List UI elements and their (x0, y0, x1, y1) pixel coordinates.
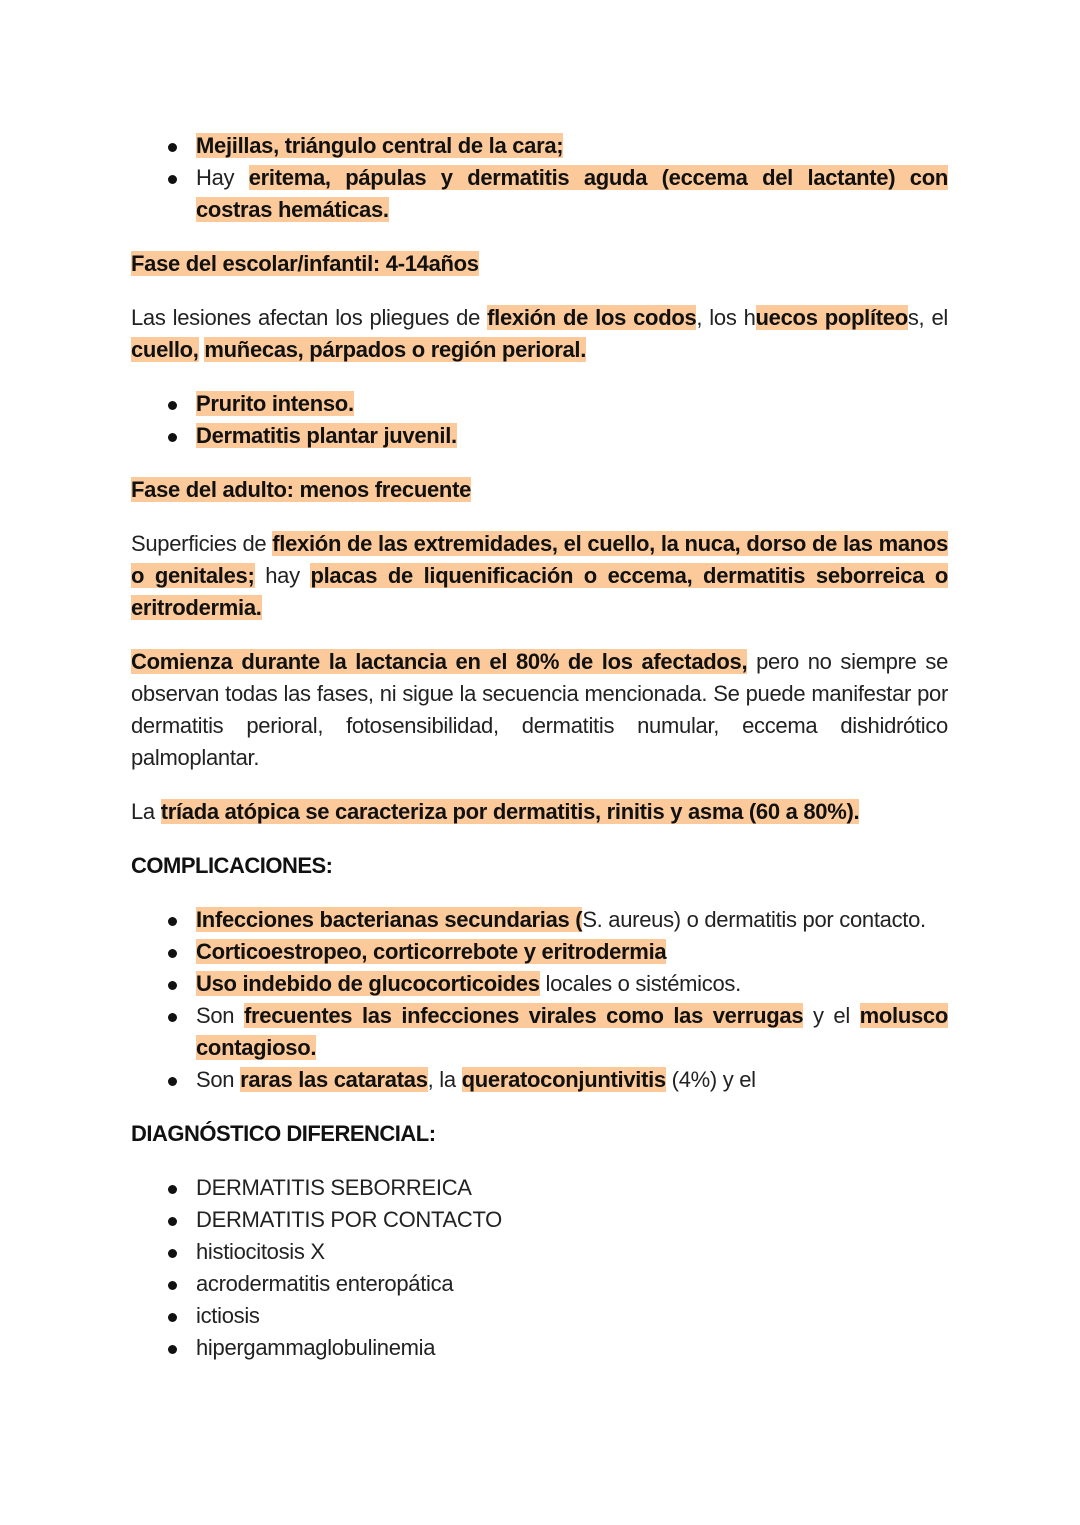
plain-text: hay (254, 563, 311, 588)
highlighted-text: Infecciones bacterianas secundarias ( (196, 907, 583, 932)
school-phase-list (131, 388, 948, 452)
list-item (131, 162, 948, 226)
heading-text: Fase del escolar/infantil: 4-14años (131, 251, 479, 276)
highlighted-text: placas de liquenificación o eccema, dermatitis seborreica o eritrodermia. (131, 563, 948, 620)
plain-text: s, el (907, 305, 948, 330)
plain-text: , los h (696, 305, 756, 330)
adult-phase-paragraph (131, 528, 948, 624)
list-item (131, 936, 948, 968)
highlighted-text: Dermatitis plantar juvenil. (196, 423, 457, 448)
list-item (131, 1000, 948, 1064)
section-heading-school-phase (131, 248, 948, 280)
list-item (131, 1064, 948, 1096)
plain-text: La (131, 799, 161, 824)
highlighted-text: flexión de los codos (487, 305, 697, 330)
list-item (131, 1300, 948, 1332)
plain-text: y el (803, 1003, 860, 1028)
highlighted-text: Corticoestropeo, corticorrebote y eritrodermia (196, 939, 667, 964)
plain-text: hipergammaglobulinemia (196, 1335, 436, 1360)
plain-text: Son (196, 1067, 241, 1092)
plain-text: acrodermatitis enteropática (196, 1271, 454, 1296)
plain-text: , la (427, 1067, 462, 1092)
complications-list (131, 904, 948, 1096)
list-item (131, 968, 948, 1000)
document-page (131, 130, 948, 1364)
plain-text: S. aureus) o dermatitis por contacto. (582, 907, 926, 932)
plain-text: Son (196, 1003, 244, 1028)
differential-diagnosis-list (131, 1172, 948, 1364)
list-item (131, 1204, 948, 1236)
highlighted-text: uecos poplíteo (755, 305, 908, 330)
highlighted-text: tríada atópica se caracteriza por dermatitis, rinitis y asma (60 a 80%). (160, 799, 860, 824)
list-item (131, 388, 948, 420)
plain-text: DERMATITIS POR CONTACTO (196, 1207, 502, 1232)
plain-text: Superficies de (131, 531, 273, 556)
highlighted-text: Uso indebido de glucocorticoides (196, 971, 540, 996)
plain-text: locales o sistémicos. (539, 971, 741, 996)
highlighted-text: eritema, pápulas y dermatitis aguda (eccema del lactante) con costras hemáticas. (196, 165, 948, 222)
plain-text: Las lesiones afectan los pliegues de (131, 305, 488, 330)
plain-text: histiocitosis X (196, 1239, 325, 1264)
highlighted-text: frecuentes las infecciones virales como las verrugas (243, 1003, 804, 1028)
plain-text: DERMATITIS SEBORREICA (196, 1175, 472, 1200)
heading-text: Fase del adulto: menos frecuente (131, 477, 472, 502)
list-item (131, 1332, 948, 1364)
highlighted-text: Mejillas, triángulo central de la cara; (196, 133, 564, 158)
list-item (131, 1268, 948, 1300)
list-item (131, 1236, 948, 1268)
highlighted-text: queratoconjuntivitis (461, 1067, 666, 1092)
differential-diagnosis-heading: DIAGNÓSTICO DIFERENCIAL: (131, 1121, 436, 1146)
complications-heading: COMPLICACIONES: (131, 853, 333, 878)
list-item (131, 130, 948, 162)
plain-text: ictiosis (196, 1303, 260, 1328)
section-heading-adult-phase (131, 474, 948, 506)
plain-text: Hay (196, 165, 249, 190)
highlighted-text: Comienza durante la lactancia en el 80% de los afectados, (131, 649, 748, 674)
highlighted-text: raras las cataratas (240, 1067, 428, 1092)
highlighted-text: muñecas, párpados o región perioral. (204, 337, 587, 362)
plain-text: (4%) y el (665, 1067, 756, 1092)
highlighted-text: Prurito intenso. (196, 391, 354, 416)
highlighted-text: molusco contagioso. (196, 1003, 948, 1060)
onset-paragraph (131, 646, 948, 774)
school-phase-paragraph (131, 302, 948, 366)
list-item (131, 420, 948, 452)
list-item (131, 904, 948, 936)
highlighted-text: flexión de las extremidades, el cuello, la nuca, dorso de las manos o genitales; (131, 531, 949, 588)
list-item (131, 1172, 948, 1204)
plain-text: pero no siempre se observan todas las fases, ni sigue la secuencia mencionada. Se puede manifestar por dermatitis perioral, fotosensibilidad, dermatitis numular, eccema dishidrótico palmoplantar. (131, 649, 949, 770)
infant-phase-list (131, 130, 948, 226)
triad-paragraph (131, 796, 948, 828)
highlighted-text: cuello, (131, 337, 199, 362)
